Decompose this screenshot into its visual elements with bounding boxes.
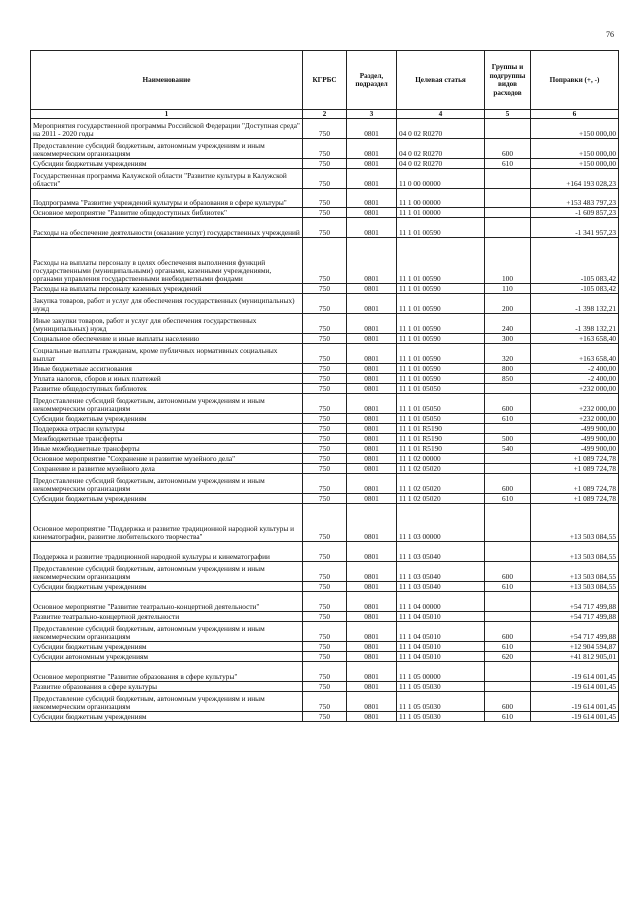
budget-table [30, 50, 619, 722]
row-kgrbs-cell: 750 [303, 294, 347, 314]
row-name-cell: Социальное обеспечение и иные выплаты населению [31, 334, 303, 344]
table-row [31, 444, 619, 454]
row-kgrbs-cell: 750 [303, 284, 347, 294]
row-name-cell: Иные закупки товаров, работ и услуг для обеспечения государственных (муниципальных) нужд [31, 314, 303, 334]
table-row [31, 189, 619, 208]
row-section-cell: 0801 [347, 394, 397, 414]
row-expense-group-cell [485, 218, 531, 238]
table-row [31, 159, 619, 169]
row-section-cell: 0801 [347, 139, 397, 159]
row-amount-cell: +1 089 724,78 [531, 464, 619, 474]
row-amount-cell: +163 658,40 [531, 344, 619, 364]
row-amount-cell: -1 398 132,21 [531, 294, 619, 314]
row-section-cell: 0801 [347, 652, 397, 662]
row-name-cell: Мероприятия государственной программы Российской Федерации "Доступная среда" на 2011 - 2020 годы [31, 119, 303, 139]
row-amount-cell: +150 000,00 [531, 159, 619, 169]
row-expense-group-cell [485, 208, 531, 218]
table-row [31, 642, 619, 652]
row-target-cell: 11 1 01 00590 [397, 238, 485, 284]
row-amount-cell: +54 717 499,88 [531, 622, 619, 642]
row-target-cell: 11 1 04 05010 [397, 652, 485, 662]
row-expense-group-cell: 610 [485, 159, 531, 169]
row-section-cell: 0801 [347, 374, 397, 384]
row-kgrbs-cell: 750 [303, 208, 347, 218]
table-row [31, 424, 619, 434]
table-row [31, 169, 619, 189]
row-section-cell: 0801 [347, 384, 397, 394]
header-target: Целевая статья [397, 51, 485, 110]
row-name-cell: Субсидии бюджетным учреждениям [31, 642, 303, 652]
table-row [31, 364, 619, 374]
row-kgrbs-cell: 750 [303, 494, 347, 504]
row-name-cell: Субсидии бюджетным учреждениям [31, 159, 303, 169]
row-amount-cell: +13 503 084,55 [531, 562, 619, 582]
row-name-cell: Основное мероприятие "Развитие театрально-концертной деятельности" [31, 592, 303, 612]
row-kgrbs-cell: 750 [303, 582, 347, 592]
row-kgrbs-cell: 750 [303, 454, 347, 464]
row-expense-group-cell: 610 [485, 494, 531, 504]
header-amendment: Поправки (+, -) [531, 51, 619, 110]
row-target-cell: 11 1 01 00590 [397, 294, 485, 314]
row-section-cell: 0801 [347, 364, 397, 374]
header-expense-group: Группы и подгруппы видов расходов [485, 51, 531, 110]
row-amount-cell: +150 000,00 [531, 119, 619, 139]
row-expense-group-cell [485, 169, 531, 189]
row-kgrbs-cell: 750 [303, 434, 347, 444]
row-kgrbs-cell: 750 [303, 474, 347, 494]
row-expense-group-cell [485, 662, 531, 682]
row-kgrbs-cell: 750 [303, 394, 347, 414]
table-row [31, 394, 619, 414]
row-target-cell: 11 1 04 05010 [397, 612, 485, 622]
row-kgrbs-cell: 750 [303, 424, 347, 434]
row-amount-cell: -499 900,00 [531, 434, 619, 444]
row-target-cell: 11 1 01 00590 [397, 334, 485, 344]
table-row [31, 119, 619, 139]
row-name-cell: Предоставление субсидий бюджетным, автономным учреждениям и иным некоммерческим организациям [31, 692, 303, 712]
table-row [31, 542, 619, 562]
header-name: Наименование [31, 51, 303, 110]
row-section-cell: 0801 [347, 414, 397, 424]
row-amount-cell: +54 717 499,88 [531, 592, 619, 612]
row-name-cell: Субсидии бюджетным учреждениям [31, 582, 303, 592]
row-target-cell: 11 1 01 05050 [397, 414, 485, 424]
row-expense-group-cell [485, 592, 531, 612]
row-name-cell: Предоставление субсидий бюджетным, автономным учреждениям и иным некоммерческим организациям [31, 474, 303, 494]
column-number: 3 [347, 110, 397, 119]
row-kgrbs-cell: 750 [303, 504, 347, 542]
row-name-cell: Поддержка отрасли культуры [31, 424, 303, 434]
row-expense-group-cell [485, 542, 531, 562]
row-kgrbs-cell: 750 [303, 364, 347, 374]
row-name-cell: Сохранение и развитие музейного дела [31, 464, 303, 474]
row-name-cell: Субсидии автономным учреждениям [31, 652, 303, 662]
row-expense-group-cell: 600 [485, 692, 531, 712]
row-kgrbs-cell: 750 [303, 662, 347, 682]
row-amount-cell: -499 900,00 [531, 444, 619, 454]
row-section-cell: 0801 [347, 284, 397, 294]
row-expense-group-cell: 610 [485, 642, 531, 652]
table-row [31, 139, 619, 159]
row-name-cell: Основное мероприятие "Развитие общедоступных библиотек" [31, 208, 303, 218]
row-target-cell: 11 0 00 00000 [397, 169, 485, 189]
row-name-cell: Межбюджетные трансферты [31, 434, 303, 444]
row-name-cell: Предоставление субсидий бюджетным, автономным учреждениям и иным некоммерческим организациям [31, 139, 303, 159]
row-target-cell: 11 1 01 R5190 [397, 434, 485, 444]
row-target-cell: 11 1 05 00000 [397, 662, 485, 682]
row-amount-cell: -2 400,00 [531, 364, 619, 374]
row-section-cell: 0801 [347, 344, 397, 364]
row-amount-cell: -19 614 001,45 [531, 712, 619, 722]
table-row [31, 652, 619, 662]
row-amount-cell: +232 000,00 [531, 414, 619, 424]
row-section-cell: 0801 [347, 314, 397, 334]
row-amount-cell: -105 083,42 [531, 238, 619, 284]
row-kgrbs-cell: 750 [303, 384, 347, 394]
table-row [31, 344, 619, 364]
row-amount-cell: +13 503 084,55 [531, 542, 619, 562]
row-section-cell: 0801 [347, 582, 397, 592]
row-expense-group-cell [485, 682, 531, 692]
page-number: 76 [606, 30, 614, 39]
row-amount-cell: -1 341 957,23 [531, 218, 619, 238]
row-amount-cell: +153 483 797,23 [531, 189, 619, 208]
row-section-cell: 0801 [347, 692, 397, 712]
row-name-cell: Субсидии бюджетным учреждениям [31, 712, 303, 722]
column-number: 1 [31, 110, 303, 119]
row-name-cell: Субсидии бюджетным учреждениям [31, 414, 303, 424]
row-section-cell: 0801 [347, 612, 397, 622]
row-amount-cell: -499 900,00 [531, 424, 619, 434]
row-name-cell: Предоставление субсидий бюджетным, автономным учреждениям и иным некоммерческим организациям [31, 394, 303, 414]
table-row [31, 334, 619, 344]
row-section-cell: 0801 [347, 504, 397, 542]
row-expense-group-cell [485, 384, 531, 394]
row-target-cell: 11 1 04 05010 [397, 642, 485, 652]
row-target-cell: 04 0 02 R0270 [397, 159, 485, 169]
row-target-cell: 11 1 02 05020 [397, 464, 485, 474]
row-section-cell: 0801 [347, 642, 397, 652]
row-name-cell: Государственная программа Калужской области "Развитие культуры в Калужской области" [31, 169, 303, 189]
table-row [31, 592, 619, 612]
row-section-cell: 0801 [347, 712, 397, 722]
column-number-row [31, 110, 619, 119]
row-section-cell: 0801 [347, 238, 397, 284]
row-expense-group-cell [485, 612, 531, 622]
column-number: 4 [397, 110, 485, 119]
row-kgrbs-cell: 750 [303, 218, 347, 238]
row-amount-cell: +163 658,40 [531, 334, 619, 344]
row-kgrbs-cell: 750 [303, 444, 347, 454]
row-amount-cell: -1 398 132,21 [531, 314, 619, 334]
row-name-cell: Развитие образования в сфере культуры [31, 682, 303, 692]
row-section-cell: 0801 [347, 424, 397, 434]
row-expense-group-cell [485, 119, 531, 139]
row-kgrbs-cell: 750 [303, 682, 347, 692]
row-amount-cell: -19 614 001,45 [531, 682, 619, 692]
row-expense-group-cell [485, 454, 531, 464]
row-name-cell: Закупка товаров, работ и услуг для обеспечения государственных (муниципальных) нужд [31, 294, 303, 314]
table-header-row [31, 51, 619, 110]
row-kgrbs-cell: 750 [303, 642, 347, 652]
row-expense-group-cell: 600 [485, 562, 531, 582]
row-amount-cell: +12 904 594,87 [531, 642, 619, 652]
row-expense-group-cell: 620 [485, 652, 531, 662]
row-target-cell: 11 1 04 05010 [397, 622, 485, 642]
row-expense-group-cell: 100 [485, 238, 531, 284]
row-target-cell: 11 1 03 05040 [397, 582, 485, 592]
row-kgrbs-cell: 750 [303, 334, 347, 344]
row-name-cell: Расходы на выплаты персоналу в целях обеспечения выполнения функций государственными (муниципальными) органами, казенными учреждениями, органами управления государственными внебюджетными фондами [31, 238, 303, 284]
row-section-cell: 0801 [347, 169, 397, 189]
row-expense-group-cell: 320 [485, 344, 531, 364]
table-row [31, 414, 619, 424]
row-kgrbs-cell: 750 [303, 414, 347, 424]
row-expense-group-cell: 610 [485, 582, 531, 592]
row-section-cell: 0801 [347, 622, 397, 642]
row-amount-cell: -19 614 001,45 [531, 692, 619, 712]
row-amount-cell: -19 614 001,45 [531, 662, 619, 682]
row-expense-group-cell: 240 [485, 314, 531, 334]
row-kgrbs-cell: 750 [303, 139, 347, 159]
row-name-cell: Развитие общедоступных библиотек [31, 384, 303, 394]
row-name-cell: Подпрограмма "Развитие учреждений культуры и образования в сфере культуры" [31, 189, 303, 208]
row-kgrbs-cell: 750 [303, 464, 347, 474]
row-target-cell: 04 0 02 R0270 [397, 139, 485, 159]
row-kgrbs-cell: 750 [303, 652, 347, 662]
row-section-cell: 0801 [347, 592, 397, 612]
column-number: 2 [303, 110, 347, 119]
row-kgrbs-cell: 750 [303, 119, 347, 139]
row-kgrbs-cell: 750 [303, 189, 347, 208]
row-section-cell: 0801 [347, 542, 397, 562]
row-target-cell: 04 0 02 R0270 [397, 119, 485, 139]
table-row [31, 582, 619, 592]
row-name-cell: Расходы на выплаты персоналу казенных учреждений [31, 284, 303, 294]
row-target-cell: 11 1 00 00000 [397, 189, 485, 208]
row-name-cell: Основное мероприятие "Поддержка и развитие традиционной народной культуры и кинематографии, развитие любительского творчества" [31, 504, 303, 542]
row-section-cell: 0801 [347, 208, 397, 218]
row-kgrbs-cell: 750 [303, 159, 347, 169]
row-amount-cell: +1 089 724,78 [531, 474, 619, 494]
row-section-cell: 0801 [347, 464, 397, 474]
row-target-cell: 11 1 02 05020 [397, 474, 485, 494]
row-target-cell: 11 1 01 00590 [397, 374, 485, 384]
row-target-cell: 11 1 01 00590 [397, 344, 485, 364]
row-amount-cell: +41 812 905,01 [531, 652, 619, 662]
row-target-cell: 11 1 05 05030 [397, 682, 485, 692]
row-section-cell: 0801 [347, 562, 397, 582]
row-amount-cell: +13 503 084,55 [531, 582, 619, 592]
row-expense-group-cell: 300 [485, 334, 531, 344]
row-section-cell: 0801 [347, 434, 397, 444]
column-number: 5 [485, 110, 531, 119]
row-target-cell: 11 1 01 00000 [397, 208, 485, 218]
row-target-cell: 11 1 01 00590 [397, 218, 485, 238]
row-kgrbs-cell: 750 [303, 592, 347, 612]
row-target-cell: 11 1 04 00000 [397, 592, 485, 612]
row-name-cell: Предоставление субсидий бюджетным, автономным учреждениям и иным некоммерческим организациям [31, 622, 303, 642]
table-row [31, 682, 619, 692]
row-name-cell: Расходы на обеспечение деятельности (оказание услуг) государственных учреждений [31, 218, 303, 238]
row-kgrbs-cell: 750 [303, 314, 347, 334]
table-row [31, 494, 619, 504]
row-name-cell: Основное мероприятие "Развитие образования в сфере культуры" [31, 662, 303, 682]
table-row [31, 454, 619, 464]
header-kgrbs: КГРБС [303, 51, 347, 110]
row-amount-cell: -1 609 857,23 [531, 208, 619, 218]
row-expense-group-cell: 540 [485, 444, 531, 454]
row-target-cell: 11 1 01 00590 [397, 364, 485, 374]
row-section-cell: 0801 [347, 444, 397, 454]
row-kgrbs-cell: 750 [303, 374, 347, 384]
row-section-cell: 0801 [347, 682, 397, 692]
row-amount-cell: +54 717 499,88 [531, 612, 619, 622]
row-target-cell: 11 1 01 00590 [397, 314, 485, 334]
table-row [31, 662, 619, 682]
row-target-cell: 11 1 02 00000 [397, 454, 485, 464]
table-row [31, 384, 619, 394]
row-expense-group-cell [485, 189, 531, 208]
row-kgrbs-cell: 750 [303, 542, 347, 562]
row-section-cell: 0801 [347, 159, 397, 169]
row-expense-group-cell: 610 [485, 414, 531, 424]
row-amount-cell: +164 193 028,23 [531, 169, 619, 189]
row-name-cell: Иные бюджетные ассигнования [31, 364, 303, 374]
row-target-cell: 11 1 03 00000 [397, 504, 485, 542]
row-name-cell: Основное мероприятие "Сохранение и развитие музейного дела" [31, 454, 303, 464]
row-section-cell: 0801 [347, 662, 397, 682]
row-amount-cell: -2 400,00 [531, 374, 619, 384]
row-section-cell: 0801 [347, 454, 397, 464]
row-target-cell: 11 1 01 05050 [397, 394, 485, 414]
row-name-cell: Субсидии бюджетным учреждениям [31, 494, 303, 504]
row-expense-group-cell: 850 [485, 374, 531, 384]
row-section-cell: 0801 [347, 218, 397, 238]
row-expense-group-cell: 600 [485, 139, 531, 159]
table-row [31, 294, 619, 314]
row-name-cell: Предоставление субсидий бюджетным, автономным учреждениям и иным некоммерческим организациям [31, 562, 303, 582]
row-amount-cell: +232 000,00 [531, 394, 619, 414]
column-number: 6 [531, 110, 619, 119]
row-expense-group-cell [485, 504, 531, 542]
row-section-cell: 0801 [347, 119, 397, 139]
row-section-cell: 0801 [347, 189, 397, 208]
row-target-cell: 11 1 05 05030 [397, 692, 485, 712]
row-expense-group-cell: 600 [485, 394, 531, 414]
row-section-cell: 0801 [347, 474, 397, 494]
table-row [31, 218, 619, 238]
table-row [31, 612, 619, 622]
row-name-cell: Социальные выплаты гражданам, кроме публичных нормативных социальных выплат [31, 344, 303, 364]
row-expense-group-cell: 500 [485, 434, 531, 444]
table-row [31, 374, 619, 384]
row-kgrbs-cell: 750 [303, 612, 347, 622]
row-kgrbs-cell: 750 [303, 622, 347, 642]
row-expense-group-cell [485, 424, 531, 434]
row-kgrbs-cell: 750 [303, 562, 347, 582]
row-section-cell: 0801 [347, 334, 397, 344]
header-section: Раздел, подраздел [347, 51, 397, 110]
row-amount-cell: +232 000,00 [531, 384, 619, 394]
table-row [31, 434, 619, 444]
table-row [31, 712, 619, 722]
table-row [31, 622, 619, 642]
table-row [31, 504, 619, 542]
row-target-cell: 11 1 05 05030 [397, 712, 485, 722]
row-amount-cell: +150 000,00 [531, 139, 619, 159]
row-expense-group-cell: 600 [485, 474, 531, 494]
row-kgrbs-cell: 750 [303, 712, 347, 722]
row-expense-group-cell: 200 [485, 294, 531, 314]
row-kgrbs-cell: 750 [303, 344, 347, 364]
row-target-cell: 11 1 03 05040 [397, 542, 485, 562]
table-row [31, 474, 619, 494]
row-name-cell: Поддержка и развитие традиционной народной культуры и кинематографии [31, 542, 303, 562]
row-expense-group-cell: 600 [485, 622, 531, 642]
row-kgrbs-cell: 750 [303, 238, 347, 284]
row-amount-cell: -105 083,42 [531, 284, 619, 294]
row-target-cell: 11 1 01 00590 [397, 284, 485, 294]
row-target-cell: 11 1 02 05020 [397, 494, 485, 504]
table-row [31, 314, 619, 334]
row-target-cell: 11 1 01 05050 [397, 384, 485, 394]
table-row [31, 562, 619, 582]
row-kgrbs-cell: 750 [303, 692, 347, 712]
row-target-cell: 11 1 03 05040 [397, 562, 485, 582]
row-name-cell: Иные межбюджетные трансферты [31, 444, 303, 454]
row-name-cell: Уплата налогов, сборов и иных платежей [31, 374, 303, 384]
row-target-cell: 11 1 01 R5190 [397, 444, 485, 454]
row-name-cell: Развитие театрально-концертной деятельности [31, 612, 303, 622]
row-expense-group-cell: 610 [485, 712, 531, 722]
table-row [31, 208, 619, 218]
row-section-cell: 0801 [347, 294, 397, 314]
row-expense-group-cell [485, 464, 531, 474]
row-expense-group-cell: 110 [485, 284, 531, 294]
row-amount-cell: +13 503 084,55 [531, 504, 619, 542]
row-kgrbs-cell: 750 [303, 169, 347, 189]
row-amount-cell: +1 089 724,78 [531, 494, 619, 504]
row-section-cell: 0801 [347, 494, 397, 504]
table-body [31, 119, 619, 722]
row-expense-group-cell: 800 [485, 364, 531, 374]
row-target-cell: 11 1 01 R5190 [397, 424, 485, 434]
table-row [31, 238, 619, 284]
table-row [31, 464, 619, 474]
table-row [31, 692, 619, 712]
row-amount-cell: +1 089 724,78 [531, 454, 619, 464]
table-row [31, 284, 619, 294]
